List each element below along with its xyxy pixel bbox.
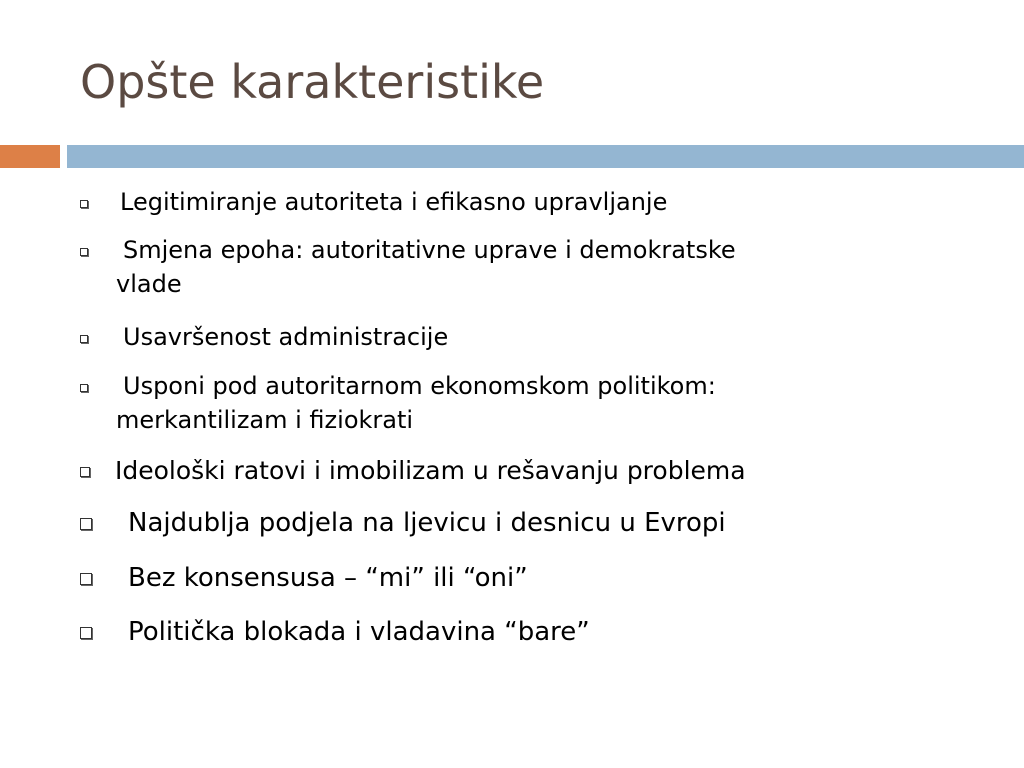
bullet-text: Ideološki ratovi i imobilizam u rešavanju problema xyxy=(115,456,746,485)
square-bullet-icon xyxy=(80,248,88,256)
bullet-text: Legitimiranje autoriteta i efikasno upravljanje xyxy=(120,188,668,216)
bullet-text: Usponi pod autoritarnom ekonomskom politikom: merkantilizam i fiziokrati xyxy=(116,372,716,434)
square-bullet-icon xyxy=(80,335,88,343)
square-bullet-icon xyxy=(80,384,88,392)
bullet-item xyxy=(80,185,980,219)
bullet-text: Bez konsensusa – “mi” ili “oni” xyxy=(128,563,528,593)
bullet-item xyxy=(80,454,980,488)
bullet-item xyxy=(80,369,980,437)
bullet-text: Smjena epoha: autoritativne uprave i demokratske vlade xyxy=(116,236,736,298)
square-bullet-icon xyxy=(80,467,90,477)
slide-title: Opšte karakteristike xyxy=(80,55,545,109)
square-bullet-icon xyxy=(80,200,88,208)
bullet-text: Politička blokada i vladavina “bare” xyxy=(128,617,590,647)
bullet-item xyxy=(80,614,980,650)
bullet-item xyxy=(80,560,980,596)
bullet-item xyxy=(80,505,980,541)
square-bullet-icon xyxy=(80,573,92,585)
bullet-text: Najdublja podjela na ljevicu i desnicu u Evropi xyxy=(128,508,726,538)
bullet-item xyxy=(80,233,980,301)
bullet-item xyxy=(80,320,980,354)
square-bullet-icon xyxy=(80,518,92,530)
square-bullet-icon xyxy=(80,627,92,639)
bullet-text: Usavršenost administracije xyxy=(123,323,449,351)
